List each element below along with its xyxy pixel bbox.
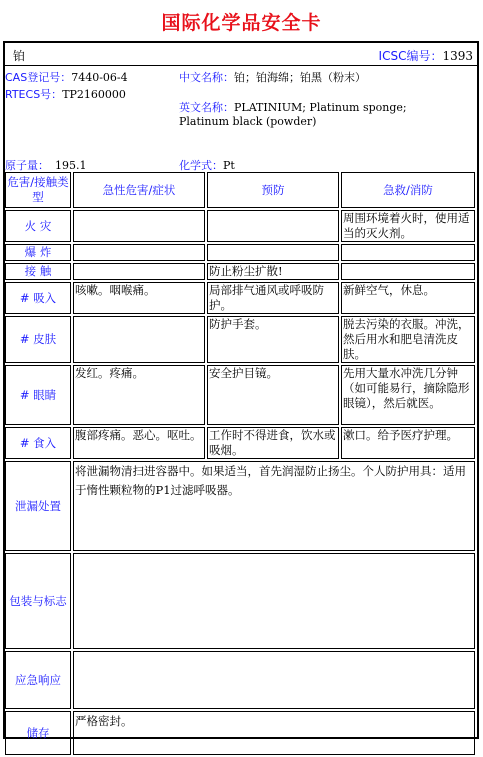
row-type: # 皮肤 xyxy=(5,316,71,363)
rtecs-value: TP2160000 xyxy=(62,88,126,101)
header-first-aid: 急救/消防 xyxy=(341,172,475,208)
formula-label: 化学式： xyxy=(179,159,223,172)
rtecs-label: RTECS号： xyxy=(5,88,63,101)
row-first-aid: 新鲜空气，休息。 xyxy=(341,282,475,314)
chemical-name: 铂 xyxy=(13,49,26,63)
row-first-aid xyxy=(341,244,475,261)
hazard-table xyxy=(3,170,477,757)
row-hazard xyxy=(73,210,205,242)
section-label: 包装与标志 xyxy=(5,553,71,649)
section-label: 储存 xyxy=(5,711,71,755)
row-type: 接 触 xyxy=(5,263,71,280)
row-first-aid xyxy=(341,263,475,280)
section-row xyxy=(5,651,475,709)
section-label: 应急响应 xyxy=(5,651,71,709)
section-row xyxy=(5,553,475,649)
row-hazard xyxy=(73,244,205,261)
header-acute-hazard: 急性危害/症状 xyxy=(73,172,205,208)
mw-label: 原子量： xyxy=(5,159,49,172)
cn-name-label: 中文名称： xyxy=(179,71,234,84)
row-first-aid: 先用大量水冲洗几分钟（如可能易行，摘除隐形眼镜），然后就医。 xyxy=(341,365,475,425)
formula-value: Pt xyxy=(223,159,235,172)
mw-value: 195.1 xyxy=(55,159,87,172)
page-title: 国际化学品安全卡 xyxy=(161,12,322,34)
cas-label: CAS登记号： xyxy=(5,71,72,84)
section-row xyxy=(5,461,475,551)
row-prevention: 防止粉尘扩散! xyxy=(207,263,339,280)
icsc-label: ICSC编号： xyxy=(378,49,443,63)
row-hazard: 咳嗽。咽喉痛。 xyxy=(73,282,205,314)
cas-number xyxy=(5,69,128,85)
cas-value: 7440-06-4 xyxy=(71,71,128,84)
row-prevention: 工作时不得进食，饮水或吸烟。 xyxy=(207,427,339,459)
row-hazard xyxy=(73,263,205,280)
row-type: # 吸入 xyxy=(5,282,71,314)
section-text xyxy=(73,553,475,649)
en-name-label: 英文名称： xyxy=(179,101,234,114)
row-first-aid: 漱口。给予医疗护理。 xyxy=(341,427,475,459)
table-row xyxy=(5,263,475,280)
english-name-cont: Platinum black (powder) xyxy=(179,115,317,128)
row-hazard: 发红。疼痛。 xyxy=(73,365,205,425)
table-row xyxy=(5,316,475,363)
chinese-name xyxy=(179,69,366,85)
row-prevention: 局部排气通风或呼吸防护。 xyxy=(207,282,339,314)
table-row xyxy=(5,282,475,314)
row-prevention: 安全护目镜。 xyxy=(207,365,339,425)
row-type: # 眼睛 xyxy=(5,365,71,425)
header-hazard-type: 危害/接触类型 xyxy=(5,172,71,208)
rtecs-number xyxy=(5,86,126,102)
table-row xyxy=(5,210,475,242)
english-name xyxy=(179,99,407,115)
row-prevention xyxy=(207,244,339,261)
row-type: 火 灾 xyxy=(5,210,71,242)
header-divider xyxy=(5,65,477,66)
table-row xyxy=(5,244,475,261)
row-prevention: 防护手套。 xyxy=(207,316,339,363)
row-prevention xyxy=(207,210,339,242)
icsc-number xyxy=(379,47,473,64)
section-text: 将泄漏物清扫进容器中。如果适当，首先润湿防止扬尘。个人防护用具：适用于惰性颗粒物的P1过滤呼吸器。 xyxy=(73,461,475,551)
header-prevention: 预防 xyxy=(207,172,339,208)
section-text xyxy=(73,651,475,709)
section-row xyxy=(5,711,475,755)
table-row xyxy=(5,427,475,459)
row-hazard xyxy=(73,316,205,363)
row-type: 爆 炸 xyxy=(5,244,71,261)
icsc-value: 1393 xyxy=(442,49,473,63)
table-header-row xyxy=(5,172,475,208)
row-hazard: 腹部疼痛。恶心。呕吐。 xyxy=(73,427,205,459)
section-label: 泄漏处置 xyxy=(5,461,71,551)
row-first-aid: 周围环境着火时，使用适当的灭火剂。 xyxy=(341,210,475,242)
cn-name-value: 铂；铂海绵；铂黑（粉末） xyxy=(234,71,366,84)
section-text: 严格密封。 xyxy=(73,711,475,755)
table-row xyxy=(5,365,475,425)
row-first-aid: 脱去污染的衣服。冲洗，然后用水和肥皂清洗皮肤。 xyxy=(341,316,475,363)
row-type: # 食入 xyxy=(5,427,71,459)
en-name-line1: PLATINIUM; Platinum sponge; xyxy=(234,101,407,114)
